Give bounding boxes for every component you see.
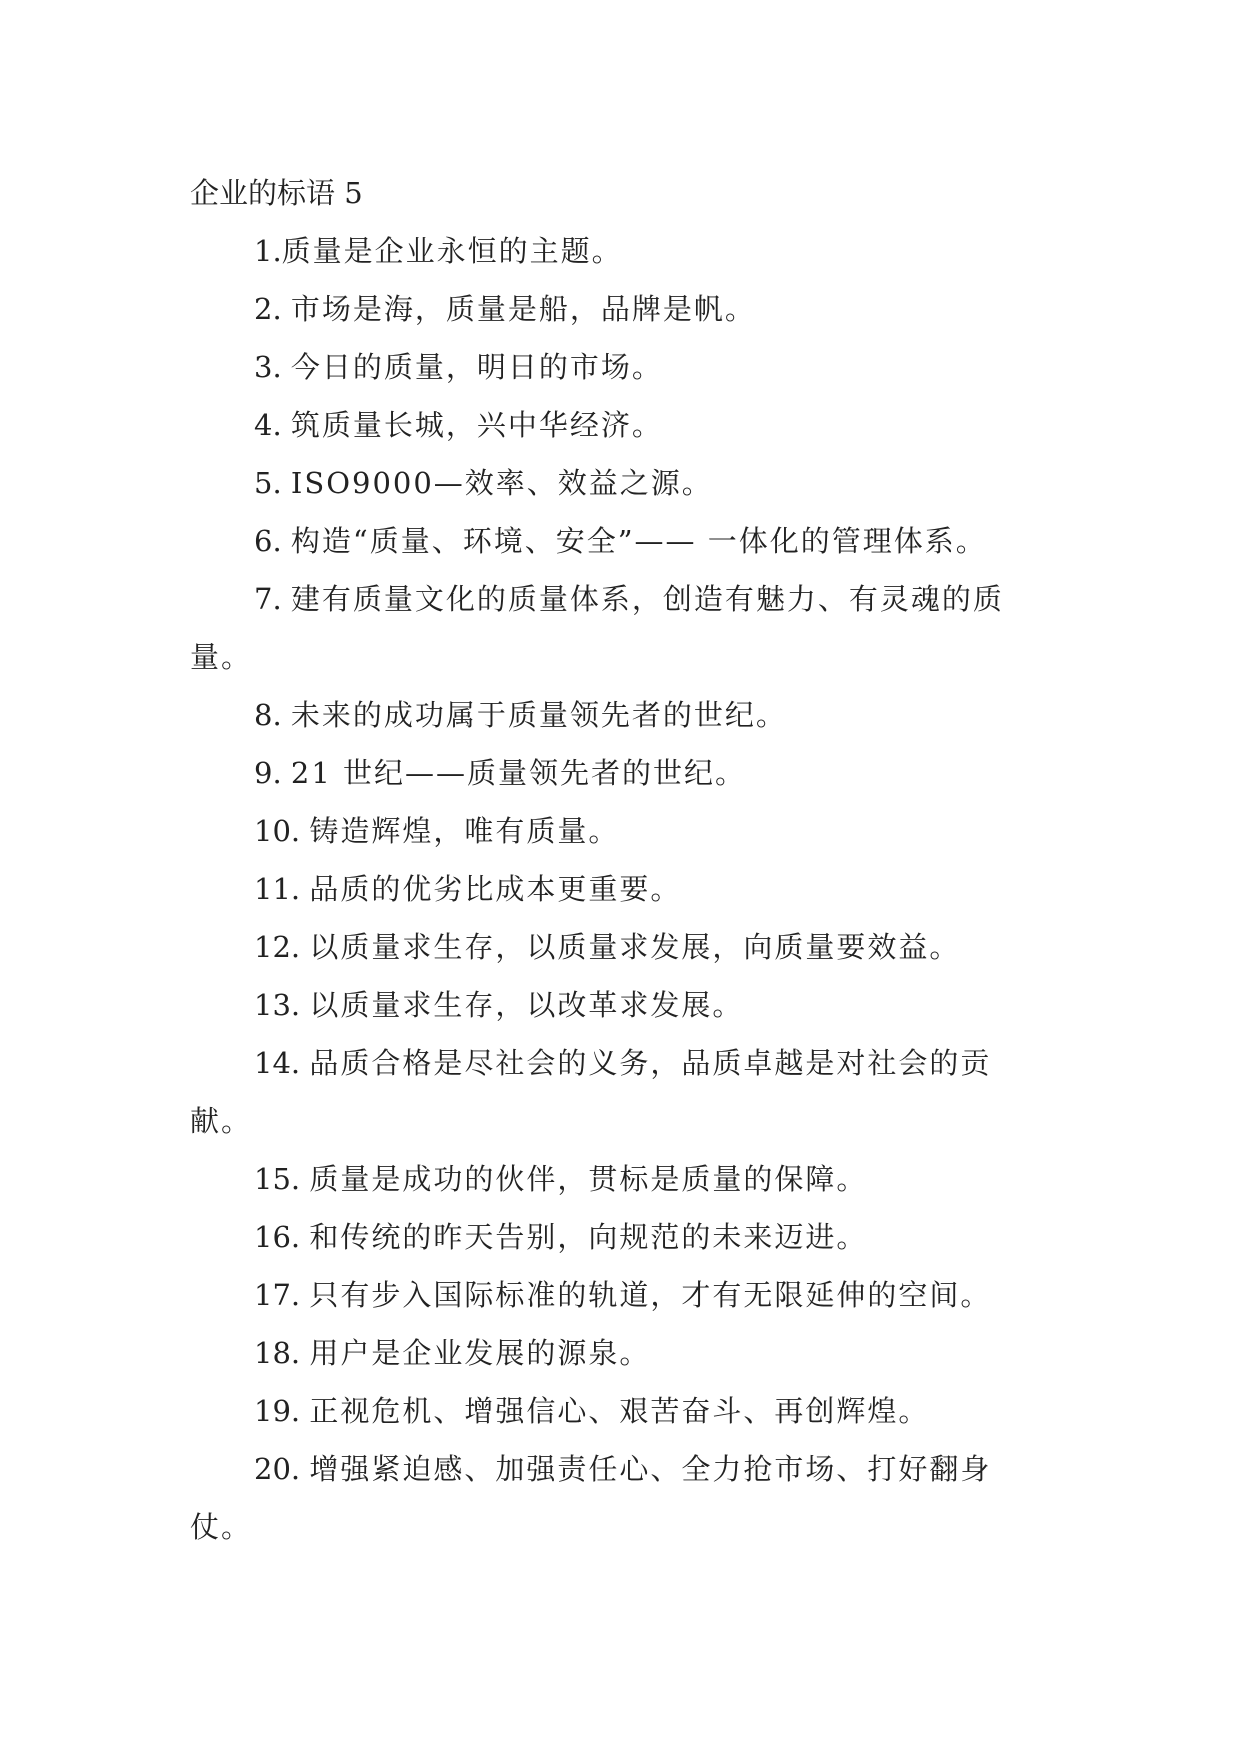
list-item xyxy=(190,1208,1050,1266)
item-number: 20. xyxy=(254,1452,310,1486)
item-number: 2. xyxy=(254,292,291,326)
list-item xyxy=(190,976,1050,1034)
list-item xyxy=(190,802,1050,860)
list-item xyxy=(190,1440,1050,1556)
item-number: 8. xyxy=(254,698,291,732)
item-number: 14. xyxy=(254,1046,310,1080)
list-item xyxy=(190,860,1050,918)
item-text: 品质合格是尽社会的义务，品质卓越是对社会的贡献。 xyxy=(190,1046,992,1138)
list-item xyxy=(190,918,1050,976)
item-text: 以质量求生存，以质量求发展，向质量要效益。 xyxy=(309,930,961,964)
item-number: 3. xyxy=(254,350,291,384)
list-item xyxy=(190,338,1050,396)
item-text: 用户是企业发展的源泉。 xyxy=(309,1336,651,1370)
item-number: 9. xyxy=(254,756,291,790)
item-text: 以质量求生存，以改革求发展。 xyxy=(309,988,744,1022)
item-number: 4. xyxy=(254,408,291,442)
item-text: 质量是成功的伙伴，贯标是质量的保障。 xyxy=(309,1162,868,1196)
list-item xyxy=(190,1034,1050,1150)
item-text: 正视危机、增强信心、艰苦奋斗、再创辉煌。 xyxy=(309,1394,930,1428)
list-item xyxy=(190,1266,1050,1324)
item-number: 19. xyxy=(254,1394,310,1428)
item-text: 构造“质量、环境、安全”—— 一体化的管理体系。 xyxy=(290,524,987,558)
item-text: ISO9000—效率、效益之源。 xyxy=(290,466,713,500)
item-number: 18. xyxy=(254,1336,310,1370)
item-number: 12. xyxy=(254,930,310,964)
list-item xyxy=(190,222,1050,280)
item-text: 质量是企业永恒的主题。 xyxy=(281,234,623,268)
list-item xyxy=(190,686,1050,744)
item-number: 7. xyxy=(254,582,291,616)
list-item xyxy=(190,512,1050,570)
item-text: 品质的优劣比成本更重要。 xyxy=(309,872,682,906)
list-item xyxy=(190,396,1050,454)
item-number: 15. xyxy=(254,1162,310,1196)
list-item xyxy=(190,744,1050,802)
item-text: 增强紧迫感、加强责任心、全力抢市场、打好翻身仗。 xyxy=(190,1452,992,1544)
item-number: 11. xyxy=(254,872,310,906)
list-item xyxy=(190,1382,1050,1440)
list-item xyxy=(190,1150,1050,1208)
document-body xyxy=(190,164,1050,1556)
item-text: 21 世纪——质量领先者的世纪。 xyxy=(290,756,747,790)
list-item xyxy=(190,1324,1050,1382)
item-number: 6. xyxy=(254,524,291,558)
item-number: 1. xyxy=(254,234,282,268)
document-title: 企业的标语 5 xyxy=(190,176,363,210)
item-number: 13. xyxy=(254,988,310,1022)
item-number: 17. xyxy=(254,1278,310,1312)
list-item xyxy=(190,280,1050,338)
item-number: 10. xyxy=(254,814,310,848)
item-text: 筑质量长城，兴中华经济。 xyxy=(290,408,663,442)
item-text: 今日的质量，明日的市场。 xyxy=(290,350,663,384)
item-number: 5. xyxy=(254,466,291,500)
item-text: 铸造辉煌，唯有质量。 xyxy=(309,814,620,848)
list-item xyxy=(190,570,1050,686)
item-text: 建有质量文化的质量体系，创造有魅力、有灵魂的质量。 xyxy=(190,582,1004,674)
item-text: 只有步入国际标准的轨道，才有无限延伸的空间。 xyxy=(309,1278,992,1312)
list-item xyxy=(190,454,1050,512)
item-text: 市场是海，质量是船，品牌是帆。 xyxy=(290,292,756,326)
item-text: 和传统的昨天告别，向规范的未来迈进。 xyxy=(309,1220,868,1254)
item-text: 未来的成功属于质量领先者的世纪。 xyxy=(290,698,787,732)
item-number: 16. xyxy=(254,1220,310,1254)
